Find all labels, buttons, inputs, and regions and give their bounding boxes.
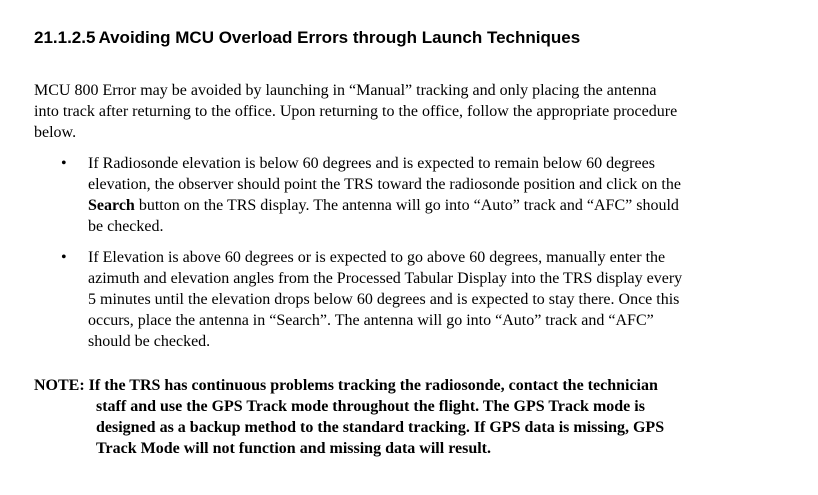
list-item-line: occurs, place the antenna in “Search”. The antenna will go into “Auto” track and “AFC” [88, 312, 654, 329]
list-item-line-rest: button on the TRS display. The antenna will go into “Auto” track and “AFC” should [134, 197, 679, 214]
intro-line: into track after returning to the office. Upon returning to the office, follow the appropriate procedure [34, 103, 678, 120]
note-line: designed as a backup method to the standard tracking. If GPS data is missing, GPS [96, 419, 665, 436]
list-item-line: If Elevation is above 60 degrees or is expected to go above 60 degrees, manually enter the [88, 249, 666, 266]
note-line: Track Mode will not function and missing data will result. [96, 440, 491, 457]
intro-paragraph [34, 80, 794, 143]
list-item-line: If Radiosonde elevation is below 60 degrees and is expected to remain below 60 degrees [88, 155, 655, 172]
section-number: 21.1.2.5 [34, 28, 96, 47]
list-item [0, 153, 818, 237]
list-item-text [88, 153, 818, 237]
intro-line: below. [34, 124, 77, 141]
list-item-line: be checked. [88, 218, 164, 235]
search-button-ref: Search [88, 197, 135, 214]
list-item-line: 5 minutes until the elevation drops below 60 degrees and is expected to stay there. Once this [88, 291, 680, 308]
list-item-line [88, 195, 818, 216]
list-item-line: azimuth and elevation angles from the Processed Tabular Display into the TRS display every [88, 270, 683, 287]
list-item [0, 247, 818, 352]
bullet-marker: • [61, 155, 67, 172]
list-item-line: should be checked. [88, 333, 211, 350]
note-line: NOTE: If the TRS has continuous problems tracking the radiosonde, contact the technician [34, 377, 658, 394]
list-item-text [88, 247, 818, 352]
note-line: staff and use the GPS Track mode throughout the flight. The GPS Track mode is [96, 398, 645, 415]
note-block [34, 375, 664, 459]
procedure-list [0, 153, 818, 362]
section-heading [34, 27, 580, 49]
section-title: Avoiding MCU Overload Errors through Launch Techniques [98, 28, 581, 47]
list-item-line: elevation, the observer should point the TRS toward the radiosonde position and click on the [88, 176, 681, 193]
bullet-marker: • [61, 249, 67, 266]
intro-line: MCU 800 Error may be avoided by launching in “Manual” tracking and only placing the antenna [34, 82, 657, 99]
